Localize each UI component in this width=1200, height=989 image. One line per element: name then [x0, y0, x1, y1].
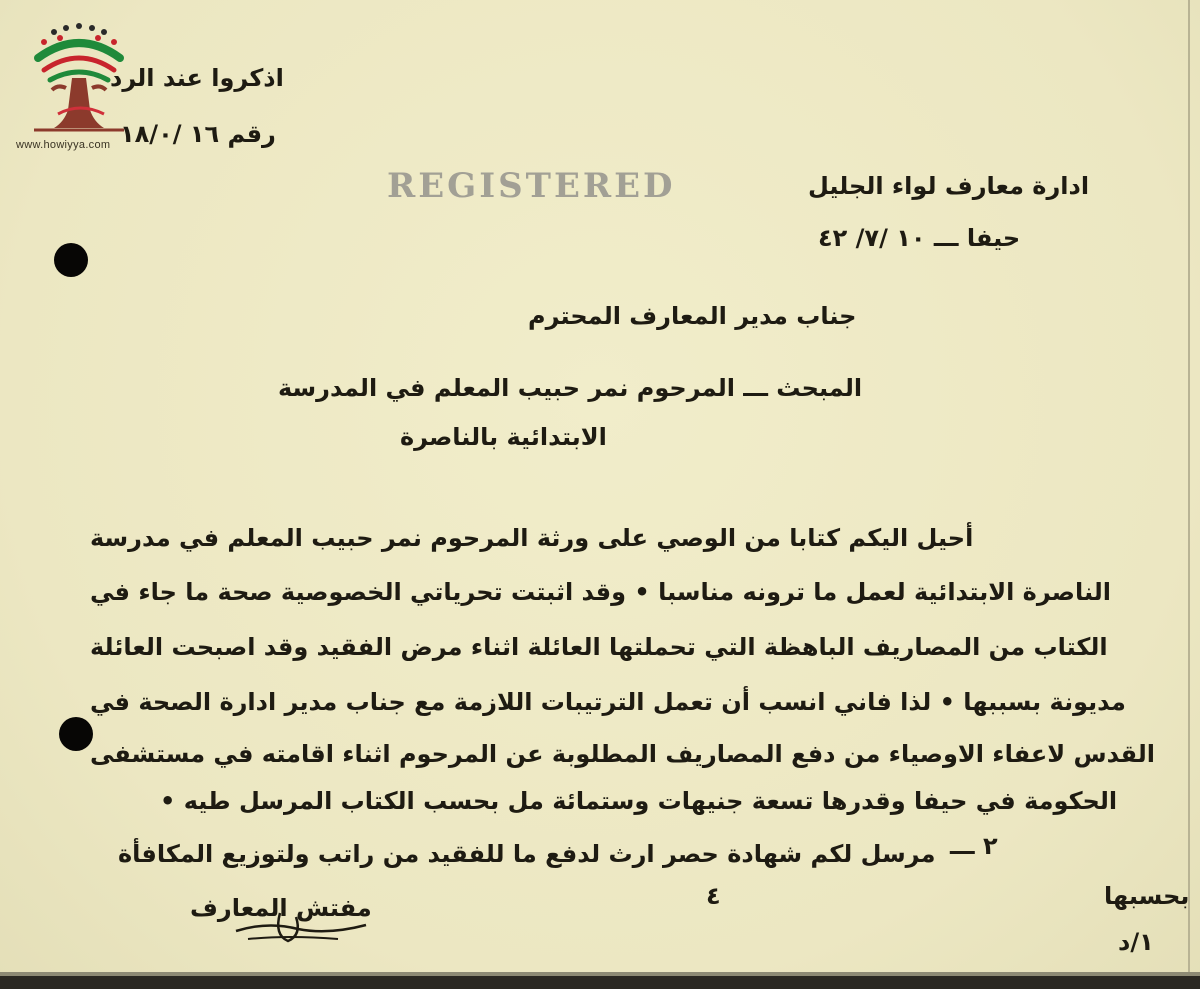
scan-border-dark — [0, 976, 1200, 989]
subject-line-2: الابتدائية بالناصرة — [400, 423, 607, 451]
item-2-text: مرسل لكم شهادة حصر ارث لدفع ما للفقيد من راتب ولتوزيع المكافأة — [118, 840, 936, 868]
punch-hole-bottom — [59, 717, 93, 751]
office-name: ادارة معارف لواء الجليل — [808, 172, 1090, 200]
handwritten-signature-icon — [228, 905, 373, 947]
addressee: جناب مدير المعارف المحترم — [528, 302, 857, 330]
body-line-4: مديونة بسببها • لذا فاني انسب أن تعمل الترتيبات اللازمة مع جناب مدير ادارة الصحة في — [90, 688, 1126, 716]
place-date: حيفا ـــ ١٠ /٧/ ٤٢ — [818, 224, 1021, 252]
item-number: ٢ ـــ — [950, 832, 998, 860]
reply-reference-label: اذكروا عند الرد — [110, 64, 284, 92]
body-line-6: الحكومة في حيفا وقدرها تسعة جنيهات وستمائة مل بحسب الكتاب المرسل طيه • — [160, 787, 1118, 815]
body-line-3: الكتاب من المصاريف الباهظة التي تحملتها العائلة اثناء مرض الفقيد وقد اصبحت العائلة — [90, 633, 1108, 661]
item-2-continuation: بحسبها — [1104, 882, 1190, 910]
body-line-5: القدس لاعفاء الاوصياء من دفع المصاريف المطلوبة عن المرحوم اثناء اقامته في مستشفى — [90, 740, 1155, 768]
watermark-url: www.howiyya.com — [16, 139, 111, 151]
paper-edge — [1188, 0, 1190, 989]
reference-number: رقم ١٦ /١٨/٠ — [120, 120, 276, 148]
subject-line-1: المبحث ـــ المرحوم نمر حبيب المعلم في المدرسة — [278, 374, 863, 402]
stray-mark: ٤ — [706, 882, 721, 910]
body-line-2: الناصرة الابتدائية لعمل ما ترونه مناسبا • وقد اثبتت تحرياتي الخصوصية صحة ما جاء في — [90, 578, 1112, 606]
signature-title: مفتش المعارف — [190, 894, 372, 922]
page-mark: ١/د — [1118, 928, 1154, 956]
registered-stamp: REGISTERED — [387, 166, 676, 206]
body-line-1: أحيل اليكم كتابا من الوصي على ورثة المرحوم نمر حبيب المعلم في مدرسة — [90, 524, 974, 552]
punch-hole-top — [54, 243, 88, 277]
